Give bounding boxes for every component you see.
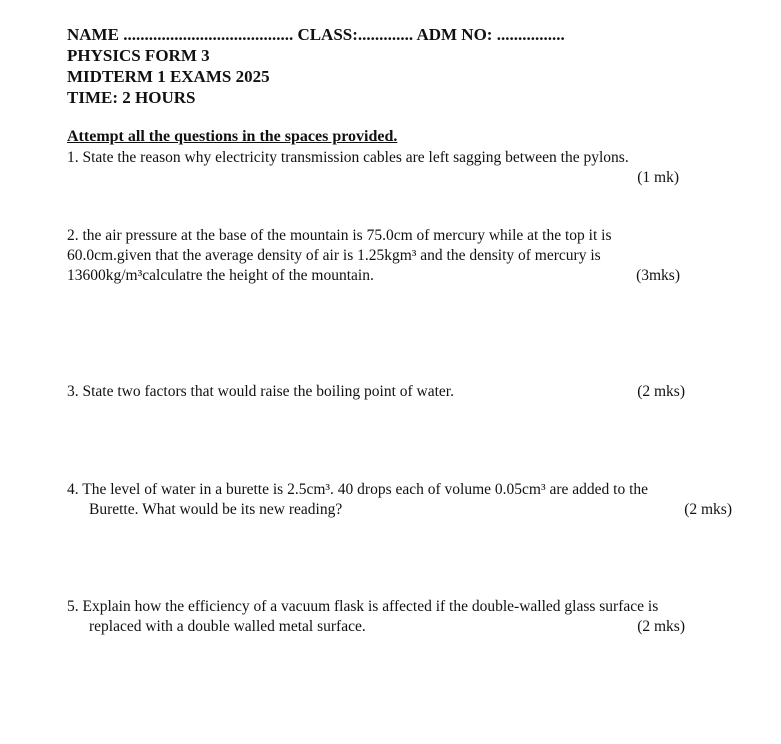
question-4-line-1: 4. The level of water in a burette is 2.5cm³. 40 drops each of volume 0.05cm³ are added to the xyxy=(67,481,649,498)
name-class-adm-line: NAME ........................................ CLASS:............. ADM NO: ................ xyxy=(67,25,565,44)
exam-title: MIDTERM 1 EXAMS 2025 xyxy=(67,67,270,86)
question-4-marks: (2 mks) xyxy=(684,501,732,518)
question-2-line-2: 60.0cm.given that the average density of air is 1.25kgm³ and the density of mercury is xyxy=(67,247,601,264)
question-3-marks: (2 mks) xyxy=(637,383,685,400)
instructions: Attempt all the questions in the spaces provided. xyxy=(67,128,398,145)
time-allowed: TIME: 2 HOURS xyxy=(67,88,196,107)
question-4-line-2: Burette. What would be its new reading? xyxy=(89,501,343,518)
question-2-line-1: 2. the air pressure at the base of the mountain is 75.0cm of mercury while at the top it is xyxy=(67,227,612,244)
question-3-line-1: 3. State two factors that would raise the boiling point of water. xyxy=(67,383,454,400)
question-5-marks: (2 mks) xyxy=(637,618,685,635)
question-5-line-2: replaced with a double walled metal surface. xyxy=(89,618,366,635)
question-1-line-1: 1. State the reason why electricity transmission cables are left sagging between the pylons. xyxy=(67,149,629,166)
subject-title: PHYSICS FORM 3 xyxy=(67,46,210,65)
question-2-line-3: 13600kg/m³calculatre the height of the mountain. xyxy=(67,267,374,284)
question-1-marks: (1 mk) xyxy=(637,169,679,186)
question-5-line-1: 5. Explain how the efficiency of a vacuum flask is affected if the double-walled glass surface is xyxy=(67,598,659,615)
question-2-marks: (3mks) xyxy=(636,267,680,284)
